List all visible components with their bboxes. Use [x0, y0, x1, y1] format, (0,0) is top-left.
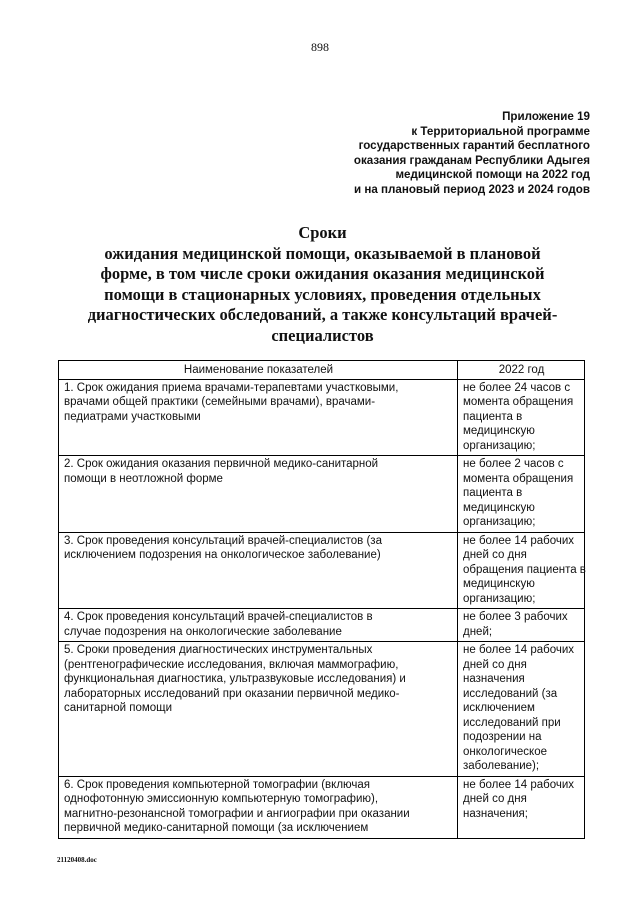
value-cell [458, 776, 585, 838]
value-cell [458, 609, 585, 642]
indicator-cell-line: 1. Срок ожидания приема врачами-терапевтами участковыми, [64, 381, 399, 394]
indicator-cell-line: 6. Срок проведения компьютерной томографии (включая [64, 778, 371, 791]
value-cell-line: пациента в [463, 487, 523, 499]
indicator-cell-line: 4. Срок проведения консультаций врачей-специалистов в [64, 611, 373, 623]
value-cell-line: исследований (за [463, 687, 558, 700]
indicator-cell [59, 532, 458, 609]
value-cell-line: назначения; [463, 807, 528, 820]
title-line: специалистов [271, 325, 374, 345]
value-cell-line: медицинскую [463, 578, 535, 590]
appendix-line: государственных гарантий бесплатного [358, 139, 590, 153]
column-header-year: 2022 год [458, 361, 585, 380]
value-cell-line: пациента в [463, 410, 523, 423]
table-row [59, 379, 585, 456]
value-cell-line: заболевание); [463, 760, 540, 772]
indicator-cell-line: первичной медико-санитарной помощи (за исключением [64, 822, 369, 834]
value-cell-line: дней со дня [463, 549, 527, 561]
indicator-cell [59, 609, 458, 642]
table-row [59, 456, 585, 533]
appendix-line: медицинской помощи на 2022 год [395, 168, 590, 182]
value-cell-line: дней со дня [463, 658, 527, 671]
indicator-cell [59, 776, 458, 838]
table-body [59, 379, 585, 838]
value-cell-line: исследований при [463, 716, 561, 729]
page-number: 898 [311, 40, 329, 54]
table-row [59, 776, 585, 838]
value-cell-line: организацию; [463, 439, 536, 452]
value-cell [458, 379, 585, 456]
value-cell-line: дней; [463, 625, 493, 638]
value-cell [458, 532, 585, 609]
appendix-line: к Территориальной программе [411, 124, 590, 138]
value-cell-line: не более 14 рабочих [463, 778, 575, 791]
value-cell-line: назначения [463, 673, 525, 685]
value-cell-line: не более 24 часов с [463, 381, 571, 394]
footer-file-code: 21120408.doc [57, 856, 97, 864]
value-cell-line: онкологическое [463, 745, 547, 758]
value-cell-line: организацию; [463, 516, 536, 528]
indicator-cell-line: магнитно-резонансной томографии и ангиографии при оказании [64, 807, 410, 820]
indicator-cell-line: 3. Срок проведения консультаций врачей-специалистов (за [64, 534, 382, 547]
table-header-row [59, 361, 585, 380]
value-cell [458, 456, 585, 533]
indicator-cell [59, 379, 458, 456]
document-title [60, 223, 585, 346]
title-line: Сроки [298, 223, 347, 242]
indicator-cell [59, 456, 458, 533]
indicator-cell-line: помощи в неотложной форме [64, 472, 223, 485]
title-line: помощи в стационарных условиях, проведения отдельных [104, 284, 541, 304]
indicator-cell-line: педиатрами участковыми [64, 410, 201, 423]
table-row [59, 642, 585, 777]
title-line: ожидания медицинской помощи, оказываемой в плановой [104, 243, 541, 263]
indicator-cell-line: (рентгенографические исследования, включая маммографию, [64, 658, 399, 671]
table-row [59, 532, 585, 609]
indicator-cell-line: исключением подозрения на онкологическое заболевание) [64, 549, 381, 561]
value-cell-line: момента обращения [463, 396, 574, 408]
indicator-cell-line: 2. Срок ожидания оказания первичной медико-санитарной [64, 458, 379, 470]
value-cell-line: подозрении на [463, 731, 542, 743]
value-cell [458, 642, 585, 777]
value-cell-line: медицинскую [463, 425, 535, 437]
column-header-indicator: Наименование показателей [59, 361, 458, 380]
value-cell-line: не более 2 часов с [463, 458, 564, 470]
table-row [59, 609, 585, 642]
value-cell-line: момента обращения [463, 472, 574, 485]
indicator-cell [59, 642, 458, 777]
indicator-cell-line: санитарной помощи [64, 702, 173, 714]
indicator-cell-line: 5. Сроки проведения диагностических инструментальных [64, 644, 373, 656]
value-cell-line: не более 3 рабочих [463, 611, 568, 623]
appendix-line: и на плановый период 2023 и 2024 годов [353, 182, 590, 196]
indicator-cell-line: лабораторных исследований при оказании первичной медико- [64, 687, 400, 700]
appendix-title: Приложение 19 [502, 110, 590, 123]
appendix-line: оказания гражданам Республики Адыгея [353, 153, 590, 167]
indicator-cell-line: однофотонную эмиссионную компьютерную томографию), [64, 793, 379, 805]
value-cell-line: медицинскую [463, 501, 535, 514]
waiting-times-table [58, 360, 585, 839]
appendix-block [290, 110, 590, 198]
indicator-cell-line: случае подозрения на онкологические заболевание [64, 625, 342, 638]
value-cell-line: не более 14 рабочих [463, 644, 575, 656]
indicator-cell-line: врачами общей практики (семейными врачами), врачами- [64, 396, 376, 408]
title-line: форме, в том числе сроки ожидания оказания медицинской [100, 264, 545, 283]
value-cell-line: обращения пациента в [463, 563, 586, 576]
title-line: диагностических обследований, а также консультаций врачей- [87, 305, 558, 324]
value-cell-line: не более 14 рабочих [463, 534, 575, 547]
value-cell-line: исключением [463, 702, 535, 714]
value-cell-line: дней со дня [463, 793, 527, 805]
indicator-cell-line: функциональная диагностика, ультразвуковые исследования) и [64, 673, 406, 685]
value-cell-line: организацию; [463, 592, 536, 605]
